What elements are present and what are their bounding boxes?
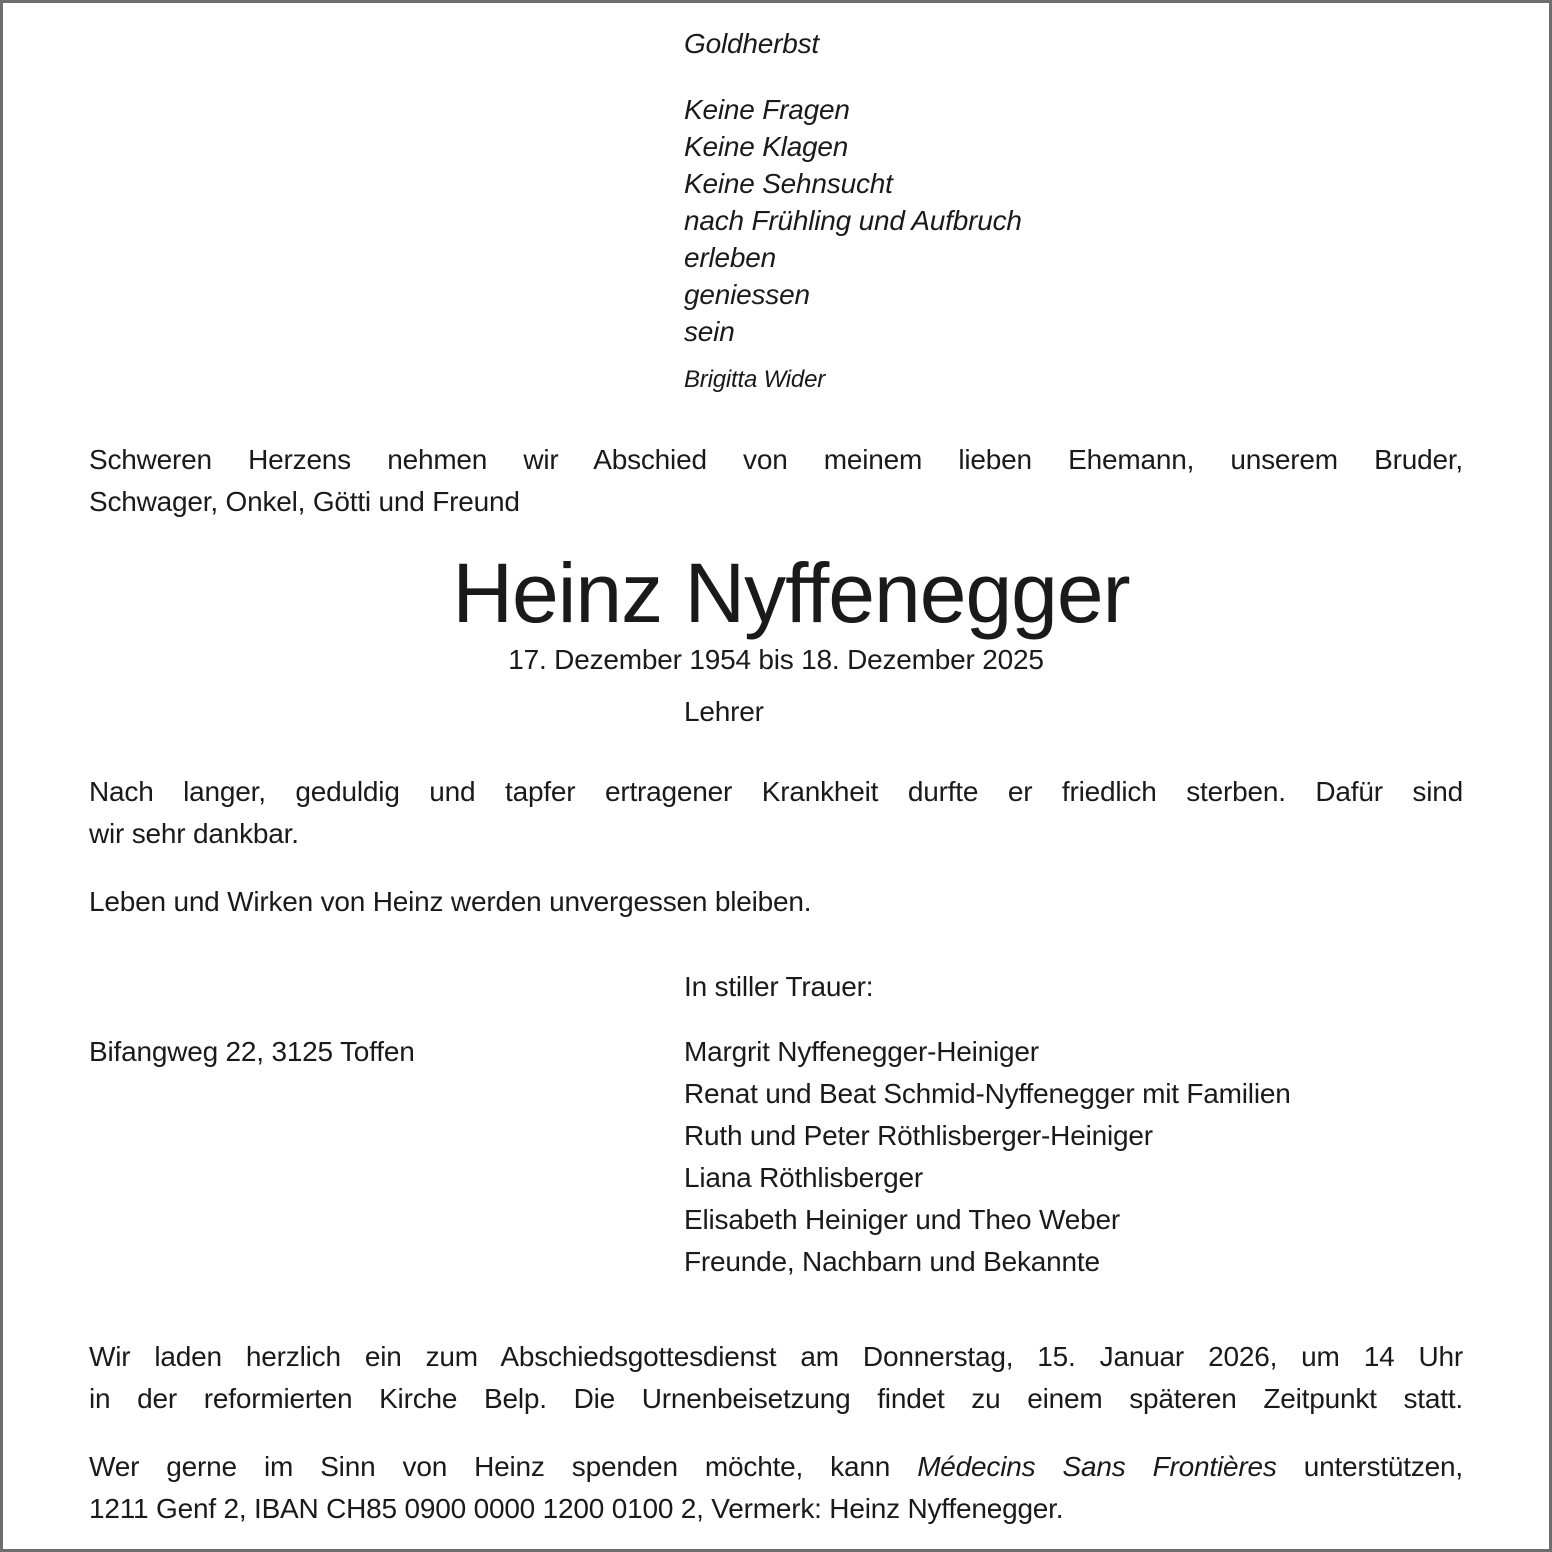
mourner-name: Elisabeth Heiniger und Theo Weber xyxy=(684,1204,1120,1235)
mourner-name: Liana Röthlisberger xyxy=(684,1162,924,1193)
poem-line: Keine Sehnsucht xyxy=(684,168,893,199)
poem-line: sein xyxy=(684,316,735,347)
mourning-heading: In stiller Trauer: xyxy=(684,971,874,1002)
deceased-name: Heinz Nyffenegger xyxy=(452,546,1130,640)
poem-line: nach Frühling und Aufbruch xyxy=(684,205,1022,236)
donation-text-after: unterstützen, xyxy=(1276,1451,1463,1482)
mourning-section xyxy=(89,1031,1463,1283)
poem-line: geniessen xyxy=(684,279,810,310)
service-paragraph xyxy=(89,1336,1463,1420)
mourners-list xyxy=(684,1031,1463,1283)
poem-line: Keine Klagen xyxy=(684,131,849,162)
poem-block xyxy=(684,25,1463,395)
mourner-name: Ruth und Peter Röthlisberger-Heiniger xyxy=(684,1120,1153,1151)
donation-line xyxy=(89,1446,1463,1488)
body-paragraph-1-line: wir sehr dankbar. xyxy=(89,818,299,849)
address: Bifangweg 22, 3125 Toffen xyxy=(89,1036,415,1067)
body-paragraph-2: Leben und Wirken von Heinz werden unvergessen bleiben. xyxy=(89,886,812,917)
donation-paragraph xyxy=(89,1446,1463,1530)
poem-title: Goldherbst xyxy=(684,28,819,59)
mourner-name: Freunde, Nachbarn und Bekannte xyxy=(684,1246,1100,1277)
poem-line: erleben xyxy=(684,242,777,273)
donation-organization: Médecins Sans Frontières xyxy=(917,1451,1277,1482)
donation-text-before: Wer gerne im Sinn von Heinz spenden möchte, kann xyxy=(89,1451,918,1482)
body-paragraph-1-line: Nach langer, geduldig und tapfer ertragener Krankheit durfte er friedlich sterben. Dafür sind xyxy=(89,776,1463,807)
service-line: in der reformierten Kirche Belp. Die Urnenbeisetzung findet zu einem späteren Zeitpunkt statt. xyxy=(89,1383,1463,1414)
intro-line: Schwager, Onkel, Götti und Freund xyxy=(89,486,520,517)
service-line: Wir laden herzlich ein zum Abschiedsgottesdienst am Donnerstag, 15. Januar 2026, um 14 Uhr xyxy=(89,1341,1463,1372)
mourner-name: Renat und Beat Schmid-Nyffenegger mit Familien xyxy=(684,1078,1291,1109)
intro-paragraph xyxy=(89,439,1463,523)
body-paragraph-1 xyxy=(89,771,1463,855)
life-dates: 17. Dezember 1954 bis 18. Dezember 2025 xyxy=(508,644,1044,675)
poem-author: Brigitta Wider xyxy=(684,366,826,393)
donation-line: 1211 Genf 2, IBAN CH85 0900 0000 1200 0100 2, Vermerk: Heinz Nyffenegger. xyxy=(89,1493,1064,1524)
intro-line: Schweren Herzens nehmen wir Abschied von meinem lieben Ehemann, unserem Bruder, xyxy=(89,444,1463,475)
mourner-name: Margrit Nyffenegger-Heiniger xyxy=(684,1036,1039,1067)
profession: Lehrer xyxy=(684,696,764,727)
poem-line: Keine Fragen xyxy=(684,94,850,125)
